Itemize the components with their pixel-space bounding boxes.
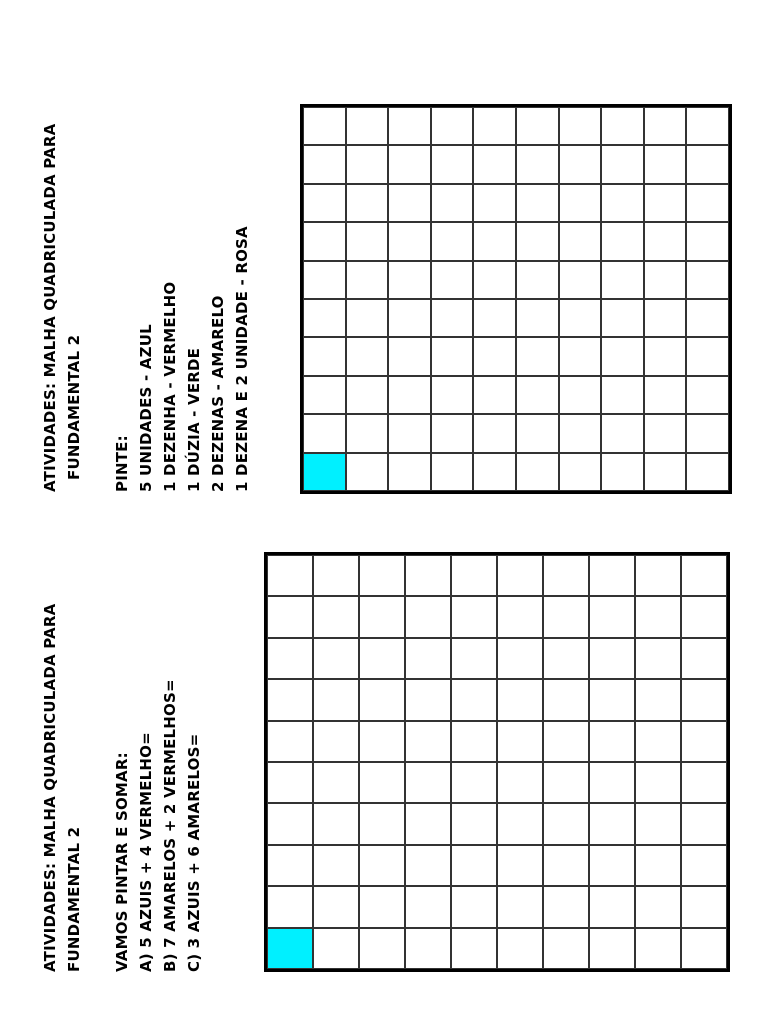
grid-cell (431, 145, 474, 183)
bottom-instruction-b: B) 7 AMARELOS + 2 VERMELHOS= (161, 679, 179, 972)
grid-cell (405, 845, 451, 886)
grid-cell (451, 596, 497, 637)
grid-cell (686, 299, 729, 337)
grid-cell (303, 222, 346, 260)
grid-cell (644, 376, 687, 414)
grid-cell (686, 453, 729, 491)
grid-cell (686, 145, 729, 183)
grid-cell (644, 261, 687, 299)
grid-cell (303, 145, 346, 183)
grid-cell (559, 453, 602, 491)
grid-cell (601, 184, 644, 222)
grid-cell (267, 596, 313, 637)
grid-cell (405, 638, 451, 679)
grid-cell (473, 184, 516, 222)
grid-cell (303, 299, 346, 337)
grid-cell (451, 886, 497, 927)
grid-cell (451, 928, 497, 969)
grid-cell (346, 453, 389, 491)
grid-cell (516, 453, 559, 491)
top-instruction-5: 1 DEZENA E 2 UNIDADE - ROSA (233, 226, 251, 492)
grid-cell (359, 555, 405, 596)
grid-cell (388, 453, 431, 491)
grid-cell (686, 107, 729, 145)
grid-cell (559, 184, 602, 222)
grid-cell (303, 184, 346, 222)
grid-cell (451, 762, 497, 803)
grid-cell (346, 222, 389, 260)
grid-cell (451, 845, 497, 886)
grid-cell (635, 721, 681, 762)
grid-cell (303, 107, 346, 145)
grid-cell (473, 414, 516, 452)
grid-cell (388, 184, 431, 222)
grid-cell (589, 762, 635, 803)
grid-cell (516, 145, 559, 183)
grid-cell (601, 299, 644, 337)
grid-cell (473, 337, 516, 375)
grid-cell (543, 596, 589, 637)
grid-cell (313, 721, 359, 762)
grid-cell (686, 376, 729, 414)
grid-cell (388, 222, 431, 260)
grid-cell (601, 376, 644, 414)
grid-cell (543, 679, 589, 720)
grid-cell (559, 261, 602, 299)
bottom-title: ATIVIDADES: MALHA QUADRICULADA PARA (41, 603, 59, 972)
grid-cell (267, 886, 313, 927)
grid-cell (313, 803, 359, 844)
grid-cell (681, 679, 727, 720)
grid-cell (681, 721, 727, 762)
top-instruction-4: 2 DEZENAS - AMARELO (209, 295, 227, 492)
grid-cell (681, 555, 727, 596)
grid-cell (451, 555, 497, 596)
top-instruction-1: 5 UNIDADES - AZUL (137, 324, 155, 492)
top-instruction-heading: PINTE: (113, 435, 131, 492)
top-square-grid (300, 104, 732, 494)
grid-cell (681, 886, 727, 927)
grid-cell (635, 638, 681, 679)
grid-cell (405, 721, 451, 762)
grid-cell (559, 414, 602, 452)
grid-cell (686, 184, 729, 222)
grid-cell (405, 555, 451, 596)
grid-cell (346, 184, 389, 222)
grid-cell (431, 337, 474, 375)
grid-cell (267, 679, 313, 720)
grid-cell (346, 145, 389, 183)
grid-cell (497, 679, 543, 720)
grid-cell (451, 638, 497, 679)
grid-cell (559, 337, 602, 375)
grid-cell (473, 453, 516, 491)
grid-cell (543, 845, 589, 886)
grid-cell (681, 803, 727, 844)
grid-cell (681, 596, 727, 637)
grid-cell (497, 721, 543, 762)
grid-cell (543, 721, 589, 762)
grid-cell (267, 638, 313, 679)
bottom-square-grid (264, 552, 730, 972)
grid-cell (451, 721, 497, 762)
grid-cell (644, 222, 687, 260)
grid-cell (644, 453, 687, 491)
grid-cell (497, 845, 543, 886)
grid-cell (635, 762, 681, 803)
grid-cell (451, 803, 497, 844)
grid-cell (267, 721, 313, 762)
grid-cell (497, 638, 543, 679)
grid-cell (346, 261, 389, 299)
grid-cell (686, 222, 729, 260)
grid-cell (388, 299, 431, 337)
grid-cell (497, 555, 543, 596)
grid-cell (601, 337, 644, 375)
grid-cell (644, 184, 687, 222)
grid-cell (313, 679, 359, 720)
grid-cell (644, 337, 687, 375)
grid-cell (601, 145, 644, 183)
grid-cell (543, 555, 589, 596)
grid-cell (359, 721, 405, 762)
grid-cell (635, 928, 681, 969)
grid-cell (473, 261, 516, 299)
grid-cell (267, 803, 313, 844)
grid-cell (346, 414, 389, 452)
top-title: ATIVIDADES: MALHA QUADRICULADA PARA (41, 123, 59, 492)
grid-cell (589, 803, 635, 844)
grid-cell (559, 145, 602, 183)
grid-cell (589, 596, 635, 637)
filled-grid-cell (267, 928, 313, 969)
grid-cell (601, 414, 644, 452)
grid-cell (543, 928, 589, 969)
grid-cell (589, 721, 635, 762)
grid-cell (346, 299, 389, 337)
grid-cell (601, 107, 644, 145)
grid-cell (644, 299, 687, 337)
grid-cell (359, 928, 405, 969)
grid-cell (516, 184, 559, 222)
grid-cell (359, 803, 405, 844)
grid-cell (267, 762, 313, 803)
grid-cell (388, 145, 431, 183)
grid-cell (681, 762, 727, 803)
grid-cell (543, 886, 589, 927)
grid-cell (681, 638, 727, 679)
grid-cell (346, 376, 389, 414)
grid-cell (516, 337, 559, 375)
grid-cell (388, 261, 431, 299)
top-title-line2: FUNDAMENTAL 2 (65, 334, 83, 480)
grid-cell (405, 596, 451, 637)
grid-cell (635, 886, 681, 927)
grid-cell (473, 107, 516, 145)
grid-cell (346, 107, 389, 145)
grid-cell (388, 107, 431, 145)
bottom-instruction-a: A) 5 AZUIS + 4 VERMELHO= (137, 732, 155, 972)
grid-cell (313, 638, 359, 679)
grid-cell (497, 886, 543, 927)
grid-cell (313, 845, 359, 886)
grid-cell (589, 845, 635, 886)
grid-cell (497, 928, 543, 969)
bottom-instruction-c: C) 3 AZUIS + 6 AMARELOS= (185, 733, 203, 972)
grid-cell (313, 928, 359, 969)
top-instruction-3: 1 DÚZIA - VERDE (185, 347, 203, 492)
grid-cell (405, 928, 451, 969)
grid-cell (589, 555, 635, 596)
grid-cell (473, 145, 516, 183)
grid-cell (303, 337, 346, 375)
grid-cell (405, 762, 451, 803)
grid-cell (601, 453, 644, 491)
grid-cell (686, 414, 729, 452)
grid-cell (589, 886, 635, 927)
grid-cell (497, 803, 543, 844)
grid-cell (559, 299, 602, 337)
grid-cell (359, 762, 405, 803)
grid-cell (516, 261, 559, 299)
grid-cell (405, 679, 451, 720)
grid-cell (516, 376, 559, 414)
grid-cell (589, 679, 635, 720)
grid-cell (543, 638, 589, 679)
grid-cell (431, 376, 474, 414)
grid-cell (516, 107, 559, 145)
grid-cell (431, 107, 474, 145)
grid-cell (559, 222, 602, 260)
grid-cell (473, 376, 516, 414)
grid-cell (313, 762, 359, 803)
grid-cell (589, 638, 635, 679)
grid-cell (431, 222, 474, 260)
grid-cell (388, 414, 431, 452)
grid-cell (303, 414, 346, 452)
grid-cell (601, 222, 644, 260)
bottom-title-line2: FUNDAMENTAL 2 (65, 826, 83, 972)
grid-cell (589, 928, 635, 969)
grid-cell (405, 886, 451, 927)
grid-cell (388, 337, 431, 375)
grid-cell (431, 184, 474, 222)
grid-cell (644, 145, 687, 183)
grid-cell (686, 261, 729, 299)
grid-cell (686, 337, 729, 375)
grid-cell (543, 762, 589, 803)
grid-cell (516, 222, 559, 260)
grid-cell (473, 222, 516, 260)
grid-cell (516, 414, 559, 452)
grid-cell (497, 596, 543, 637)
top-sheet-text (38, 124, 254, 492)
grid-cell (431, 299, 474, 337)
grid-cell (359, 596, 405, 637)
grid-cell (681, 845, 727, 886)
grid-cell (431, 453, 474, 491)
bottom-instruction-heading: VAMOS PINTAR E SOMAR: (113, 752, 131, 972)
grid-cell (359, 845, 405, 886)
grid-cell (601, 261, 644, 299)
grid-cell (559, 107, 602, 145)
grid-cell (681, 928, 727, 969)
grid-cell (635, 803, 681, 844)
grid-cell (431, 261, 474, 299)
top-instruction-2: 1 DEZENHA - VERMELHO (161, 281, 179, 492)
grid-cell (451, 679, 497, 720)
grid-cell (559, 376, 602, 414)
grid-cell (313, 886, 359, 927)
grid-cell (635, 679, 681, 720)
grid-cell (644, 107, 687, 145)
grid-cell (359, 679, 405, 720)
grid-cell (431, 414, 474, 452)
grid-cell (405, 803, 451, 844)
grid-cell (388, 376, 431, 414)
grid-cell (346, 337, 389, 375)
grid-cell (635, 555, 681, 596)
grid-cell (303, 261, 346, 299)
grid-cell (635, 596, 681, 637)
grid-cell (635, 845, 681, 886)
grid-cell (497, 762, 543, 803)
grid-cell (267, 845, 313, 886)
grid-cell (313, 596, 359, 637)
grid-cell (644, 414, 687, 452)
grid-cell (267, 555, 313, 596)
grid-cell (359, 886, 405, 927)
grid-cell (303, 376, 346, 414)
grid-cell (473, 299, 516, 337)
grid-cell (543, 803, 589, 844)
grid-cell (313, 555, 359, 596)
filled-grid-cell (303, 453, 346, 491)
grid-cell (516, 299, 559, 337)
bottom-sheet-text (38, 604, 206, 972)
grid-cell (359, 638, 405, 679)
